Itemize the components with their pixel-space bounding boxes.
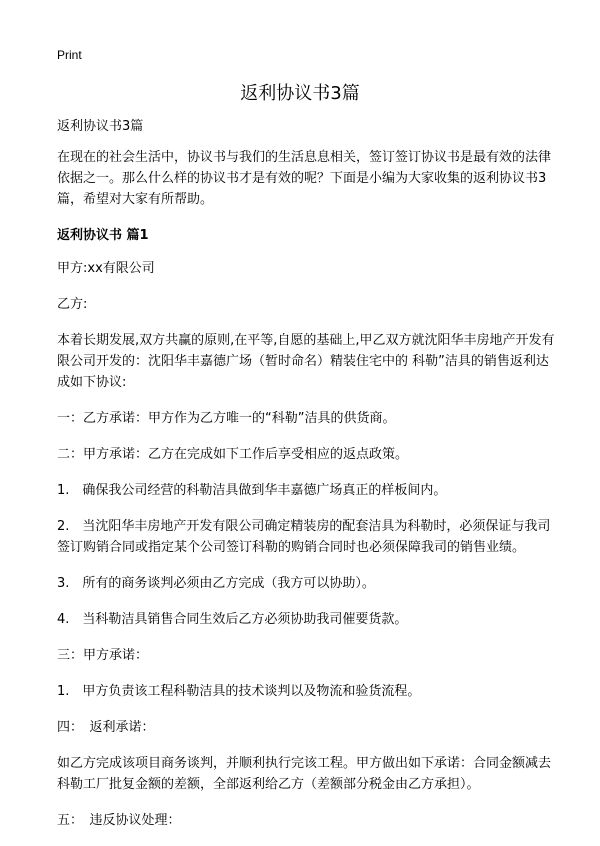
agreement-preamble: 本着长期发展,双方共赢的原则,在平等,自愿的基础上,甲乙双方就沈阳华丰房地产开发有限公司开发的：沈阳华丰嘉德广场（暂时命名）精装住宅中的 科勒”洁具的销售返利达成如下协议: — [57, 333, 555, 390]
clause-two-item-1: 1. 确保我公司经营的科勒洁具做到华丰嘉德广场真正的样板间内。 — [57, 483, 447, 498]
clause-four: 四： 返利承诺： — [57, 720, 155, 735]
section-heading: 返利协议书 篇1 — [57, 228, 149, 243]
clause-two-item-2: 2. 当沈阳华丰房地产开发有限公司确定精装房的配套洁具为科勒时，必须保证与我司签订购销合同或指定某个公司签订科勒的购销合同时也必须保障我司的销售业绩。 — [57, 519, 551, 555]
document-subtitle: 返利协议书3篇 — [57, 119, 144, 134]
document-title: 返利协议书3篇 — [240, 83, 360, 104]
clause-two-item-4: 4. 当科勒洁具销售合同生效后乙方必须协助我司催要货款。 — [57, 612, 408, 627]
clause-three: 三：甲方承诺： — [57, 648, 149, 663]
print-link[interactable]: Print — [57, 48, 82, 62]
clause-two-item-3: 3. 所有的商务谈判必须由乙方完成（我方可以协助）。 — [57, 576, 375, 591]
clause-two: 二：甲方承诺：乙方在完成如下工作后享受相应的返点政策。 — [57, 447, 409, 462]
clause-three-item-1: 1. 甲方负责该工程科勒洁具的技术谈判以及物流和验货流程。 — [57, 684, 421, 699]
intro-paragraph: 在现在的社会生活中，协议书与我们的生活息息相关，签订签订协议书是最有效的法律依据之一。那么什么样的协议书才是有效的呢？下面是小编为大家收集的返利协议书3篇，希望对大家有所帮助。 — [57, 150, 552, 207]
clause-five: 五： 违反协议处理： — [57, 813, 181, 828]
clause-one: 一：乙方承诺：甲方作为乙方唯一的“科勒”洁具的供货商。 — [57, 411, 396, 426]
party-a: 甲方:xx有限公司 — [57, 261, 155, 276]
clause-four-body: 如乙方完成该项目商务谈判，并顺利执行完该工程。甲方做出如下承诺：合同金额减去科勒工厂批复金额的差额，全部返利给乙方（差额部分税金由乙方承担）。 — [57, 756, 552, 792]
party-b: 乙方: — [57, 297, 88, 312]
document-body — [57, 116, 557, 846]
